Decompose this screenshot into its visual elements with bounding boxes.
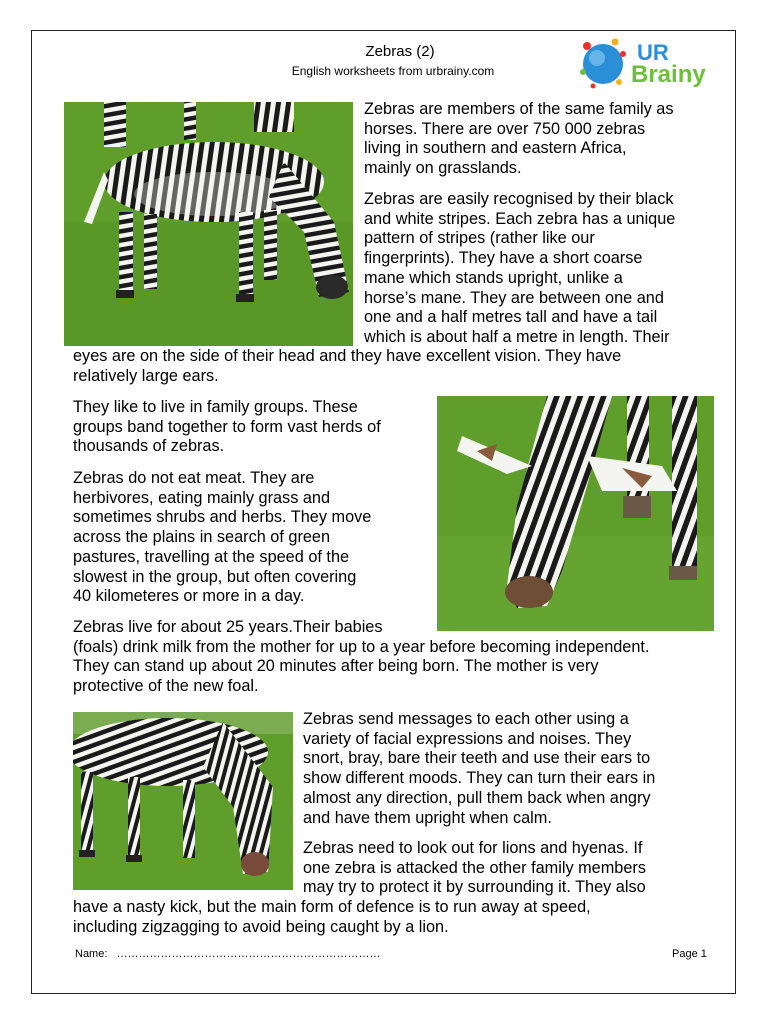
text-line: pattern of stripes (rather like our bbox=[364, 229, 595, 248]
text-line: eyes are on the side of their head and they have excellent vision. They have bbox=[73, 347, 622, 365]
name-blank-line: ……………………………………………………………… bbox=[116, 948, 381, 960]
text-line: horse’s mane. They are between one and bbox=[364, 288, 664, 307]
paragraph-7-continued bbox=[73, 898, 591, 937]
text-line: across the plains in search of green bbox=[73, 528, 331, 547]
text-line: Zebras need to look out for lions and hyenas. If bbox=[303, 839, 643, 857]
text-line: thousands of zebras. bbox=[73, 437, 225, 456]
text-line: fingerprints). They have a short coarse bbox=[364, 249, 643, 268]
text-line: relatively large ears. bbox=[73, 366, 219, 385]
text-line: snort, bray, bare their teeth and use their ears to bbox=[303, 749, 651, 768]
zebra-photo-2 bbox=[437, 396, 714, 631]
zebra-photo-3 bbox=[73, 712, 293, 890]
text-line: pastures, travelling at the speed of the bbox=[73, 547, 350, 566]
paragraph-6 bbox=[303, 710, 655, 828]
text-line: groups band together to form vast herds of bbox=[73, 417, 381, 436]
paragraph-3 bbox=[73, 398, 381, 457]
text-line: They can stand up about 20 minutes after being born. The mother is very bbox=[73, 657, 599, 676]
text-line: herbivores, eating mainly grass and bbox=[73, 488, 331, 507]
text-line: have a nasty kick, but the main form of defence is to run away at speed, bbox=[73, 898, 591, 916]
logo-text-brainy: Brainy bbox=[631, 61, 706, 88]
text-line: show different moods. They can turn their ears in bbox=[303, 769, 656, 788]
text-line: variety of facial expressions and noises. They bbox=[303, 729, 632, 748]
text-line: slowest in the group, but often covering bbox=[73, 567, 357, 586]
page-subtitle: English worksheets from urbrainy.com bbox=[291, 64, 495, 78]
zebra-photo-1 bbox=[64, 102, 353, 346]
text-line: almost any direction, pull them back when angry bbox=[303, 788, 651, 807]
text-line: including zigzagging to avoid being caught by a lion. bbox=[73, 917, 449, 936]
text-line: sometimes shrubs and herbs. They move bbox=[73, 508, 372, 527]
paragraph-7 bbox=[303, 839, 646, 898]
paragraph-4 bbox=[73, 469, 371, 607]
text-line: Zebras live for about 25 years.Their babies bbox=[73, 618, 383, 636]
text-line: Zebras are members of the same family as bbox=[364, 100, 674, 118]
paragraph-2-continued bbox=[73, 347, 621, 386]
text-line: one zebra is attacked the other family members bbox=[303, 858, 646, 877]
name-field bbox=[75, 948, 380, 960]
text-line: which is about half a metre in length. Their bbox=[364, 327, 670, 346]
text-line: may try to protect it by surrounding it. They also bbox=[303, 878, 646, 897]
text-line: Zebras send messages to each other using a bbox=[303, 710, 629, 728]
paragraph-5 bbox=[73, 618, 649, 697]
text-line: (foals) drink milk from the mother for up to a year before becoming independent. bbox=[73, 637, 650, 656]
text-line: and white stripes. Each zebra has a unique bbox=[364, 209, 676, 228]
paragraph-2 bbox=[364, 190, 675, 348]
text-line: They like to live in family groups. These bbox=[73, 398, 358, 416]
text-line: Zebras are easily recognised by their black bbox=[364, 190, 674, 208]
text-line: Zebras do not eat meat. They are bbox=[73, 469, 315, 487]
page-number: Page 1 bbox=[672, 948, 707, 960]
text-line: and have them upright when calm. bbox=[303, 808, 552, 827]
text-line: 40 kilometeres or more in a day. bbox=[73, 587, 305, 606]
logo-globe-icon bbox=[583, 44, 623, 84]
text-line: mainly on grasslands. bbox=[364, 159, 522, 178]
text-line: one and a half metres tall and have a tail bbox=[364, 308, 658, 327]
logo-text-ur: UR bbox=[637, 40, 669, 65]
text-line: horses. There are over 750 000 zebras bbox=[364, 119, 646, 138]
text-line: living in southern and eastern Africa, bbox=[364, 139, 627, 158]
text-line: protective of the new foal. bbox=[73, 677, 259, 696]
text-line: mane which stands upright, unlike a bbox=[364, 268, 623, 287]
name-label: Name: bbox=[75, 948, 108, 960]
page-title: Zebras (2) bbox=[365, 43, 435, 60]
paragraph-1 bbox=[364, 100, 673, 179]
urbrainy-logo bbox=[575, 32, 725, 92]
